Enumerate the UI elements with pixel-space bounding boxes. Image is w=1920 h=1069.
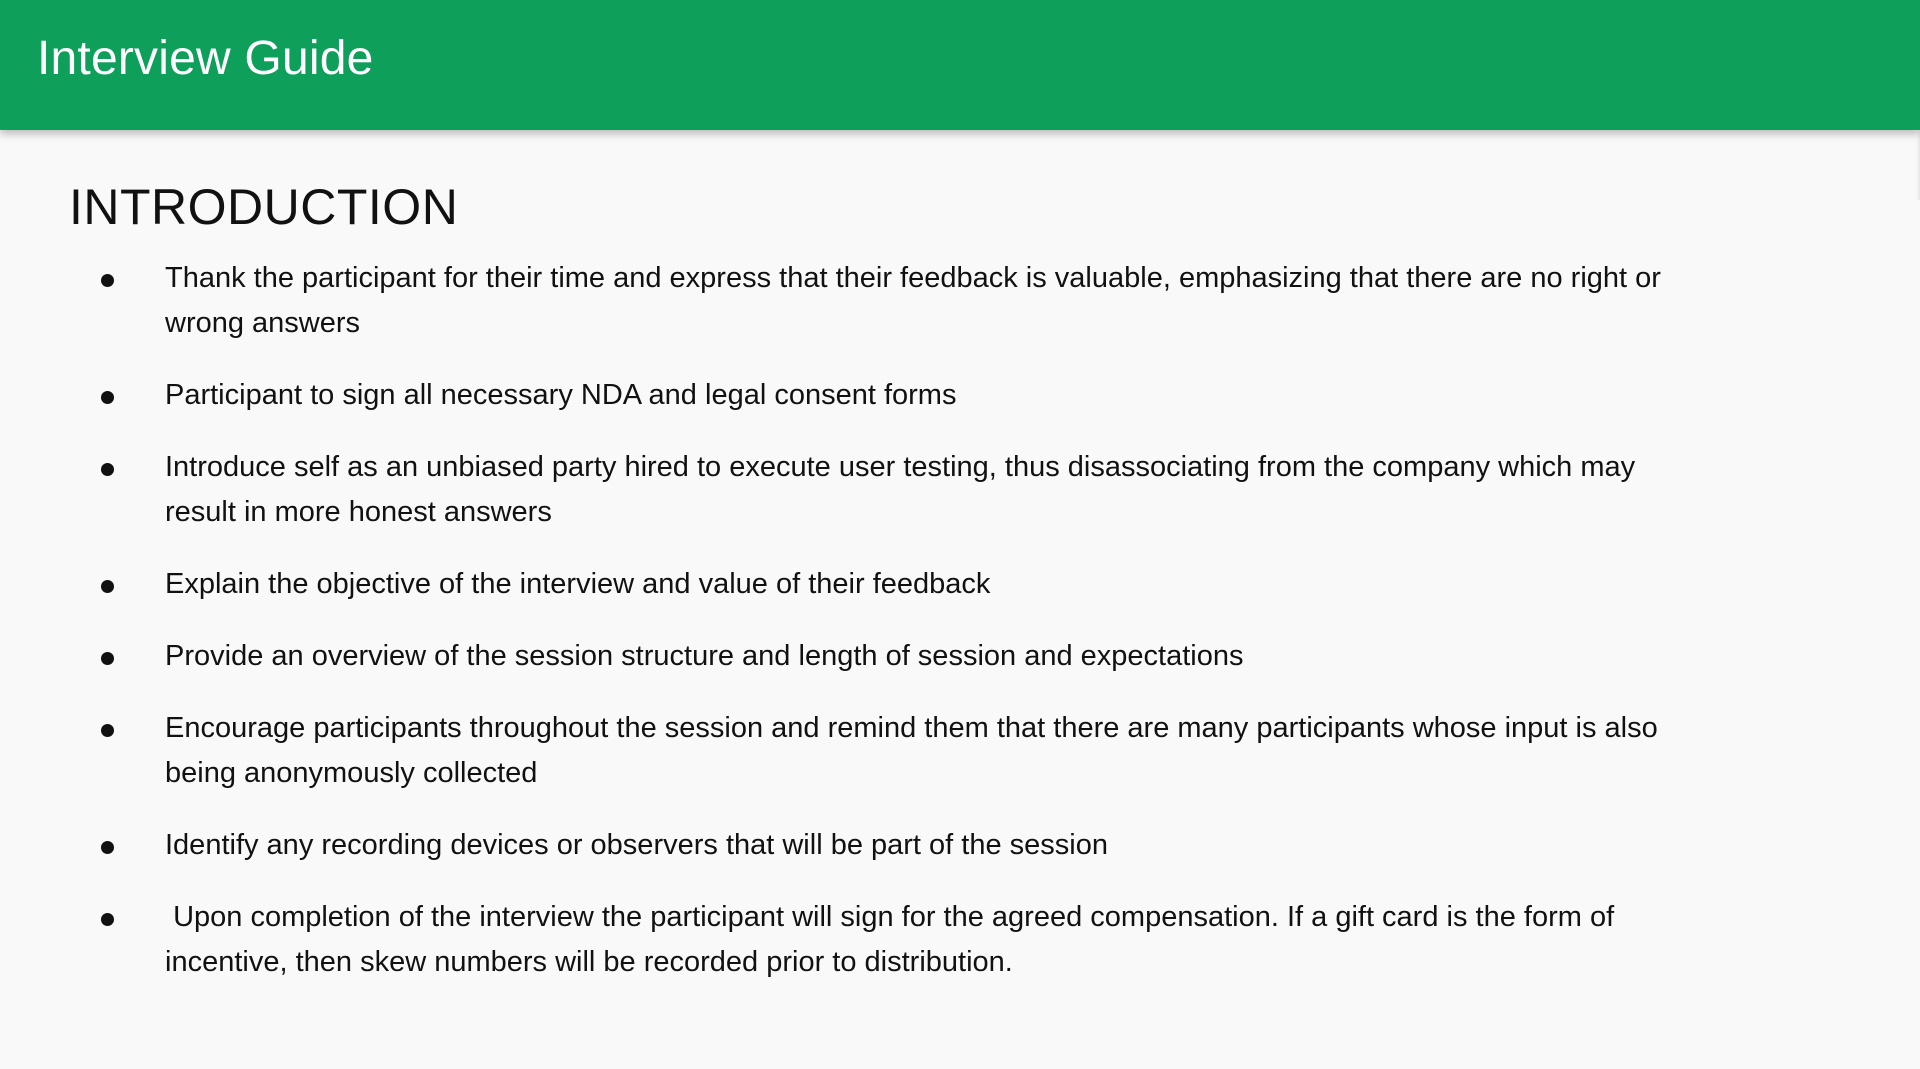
list-item-text: Thank the participant for their time and express that their feedback is valuable, emphasizing that there are no right or wrong answers xyxy=(165,262,1669,339)
list-item xyxy=(0,823,1920,868)
header-bar xyxy=(0,0,1920,130)
bullet-dot-icon xyxy=(101,580,114,593)
list-item-text: Upon completion of the interview the participant will sign for the agreed compensation. If a gift card is the form of incentive, then skew numbers will be recorded prior to distribution. xyxy=(165,901,1623,978)
list-item xyxy=(0,895,1920,985)
list-item xyxy=(0,706,1920,796)
bullet-dot-icon xyxy=(101,652,114,665)
main-content xyxy=(0,130,1920,1069)
list-item xyxy=(0,373,1920,418)
list-item-text: Encourage participants throughout the session and remind them that there are many participants whose input is also being anonymously collected xyxy=(165,712,1666,789)
list-item-text: Provide an overview of the session structure and length of session and expectations xyxy=(165,640,1244,672)
bullet-list xyxy=(0,256,1920,1012)
page-title: Interview Guide xyxy=(37,32,374,85)
list-item-text: Introduce self as an unbiased party hired to execute user testing, thus disassociating from the company which may result in more honest answers xyxy=(165,451,1644,528)
bullet-dot-icon xyxy=(101,463,114,476)
bullet-dot-icon xyxy=(101,274,114,287)
list-item-text: Explain the objective of the interview and value of their feedback xyxy=(165,568,991,600)
bullet-dot-icon xyxy=(101,913,114,926)
section-title: INTRODUCTION xyxy=(69,179,459,235)
list-item-text: Participant to sign all necessary NDA and legal consent forms xyxy=(165,379,957,411)
list-item-text: Identify any recording devices or observers that will be part of the session xyxy=(165,829,1108,861)
bullet-dot-icon xyxy=(101,841,114,854)
list-item xyxy=(0,256,1920,346)
list-item xyxy=(0,562,1920,607)
bullet-dot-icon xyxy=(101,724,114,737)
list-item xyxy=(0,634,1920,679)
list-item xyxy=(0,445,1920,535)
bullet-dot-icon xyxy=(101,391,114,404)
